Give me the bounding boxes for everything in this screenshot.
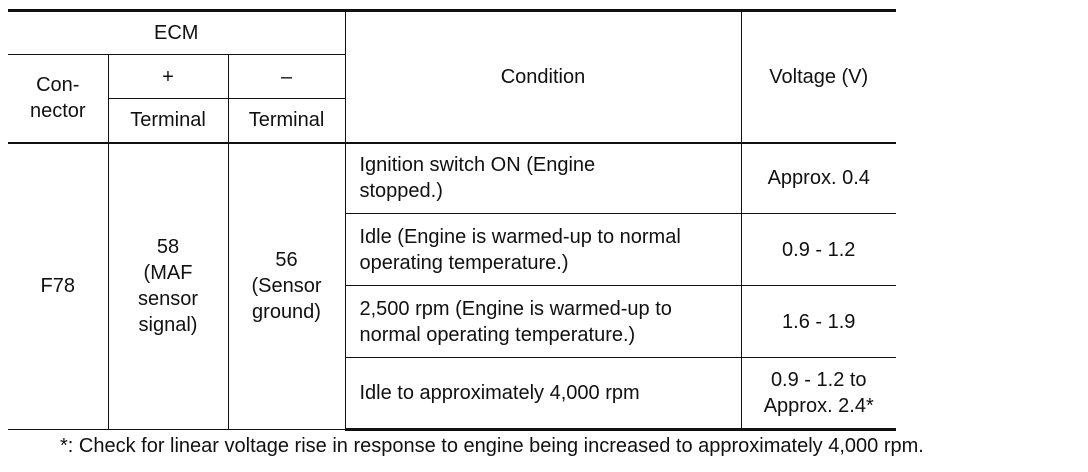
connector-header (8, 55, 108, 143)
minus-terminal-line: (Sensor (251, 275, 322, 298)
plus-terminal-line: (MAF (143, 262, 193, 285)
condition-cell (345, 358, 741, 430)
condition-header: Condition (345, 11, 741, 143)
voltage-line: Approx. 0.4 (767, 167, 870, 190)
minus-terminal-cell (228, 143, 345, 430)
minus-terminal-header: Terminal (228, 99, 345, 143)
minus-terminal-line: ground) (252, 301, 321, 324)
condition-line: normal operating temperature.) (359, 323, 636, 346)
plus-terminal-header: Terminal (108, 99, 228, 143)
condition-line: Ignition switch ON (Engine (359, 154, 596, 177)
condition-line: stopped.) (359, 180, 443, 203)
voltage-cell (741, 286, 896, 358)
condition-cell (345, 143, 741, 214)
plus-terminal-line: signal) (138, 314, 198, 337)
plus-terminal-cell (108, 143, 228, 430)
condition-line: operating temperature.) (359, 251, 569, 274)
voltage-header: Voltage (V) (741, 11, 896, 143)
minus-header: – (228, 55, 345, 99)
connector-header-line-1: Con- (36, 74, 80, 97)
voltage-cell (741, 214, 896, 286)
condition-line: 2,500 rpm (Engine is warmed-up to (359, 297, 672, 320)
footnote: *: Check for linear voltage rise in response to engine being increased to approximately 4,000 rpm. (60, 435, 924, 457)
voltage-line: 0.9 - 1.2 to (770, 369, 867, 391)
minus-terminal-line: 56 (275, 249, 298, 272)
plus-header: + (108, 55, 228, 99)
header-row-1 (8, 11, 896, 55)
ecm-voltage-table (8, 9, 896, 431)
condition-line: Idle (Engine is warmed-up to normal (359, 225, 681, 248)
condition-line: Idle to approximately 4,000 rpm (359, 382, 640, 404)
voltage-cell (741, 143, 896, 214)
voltage-cell (741, 358, 896, 430)
voltage-line: 0.9 - 1.2 (782, 238, 856, 261)
voltage-line: Approx. 2.4* (763, 395, 874, 417)
plus-terminal-line: sensor (137, 288, 199, 311)
table-row (8, 143, 896, 214)
ecm-header: ECM (8, 11, 345, 55)
condition-cell (345, 286, 741, 358)
connector-cell: F78 (8, 143, 108, 430)
voltage-line: 1.6 - 1.9 (782, 310, 856, 333)
condition-cell (345, 214, 741, 286)
plus-terminal-line: 58 (156, 236, 180, 259)
connector-header-line-2: nector (29, 100, 86, 123)
